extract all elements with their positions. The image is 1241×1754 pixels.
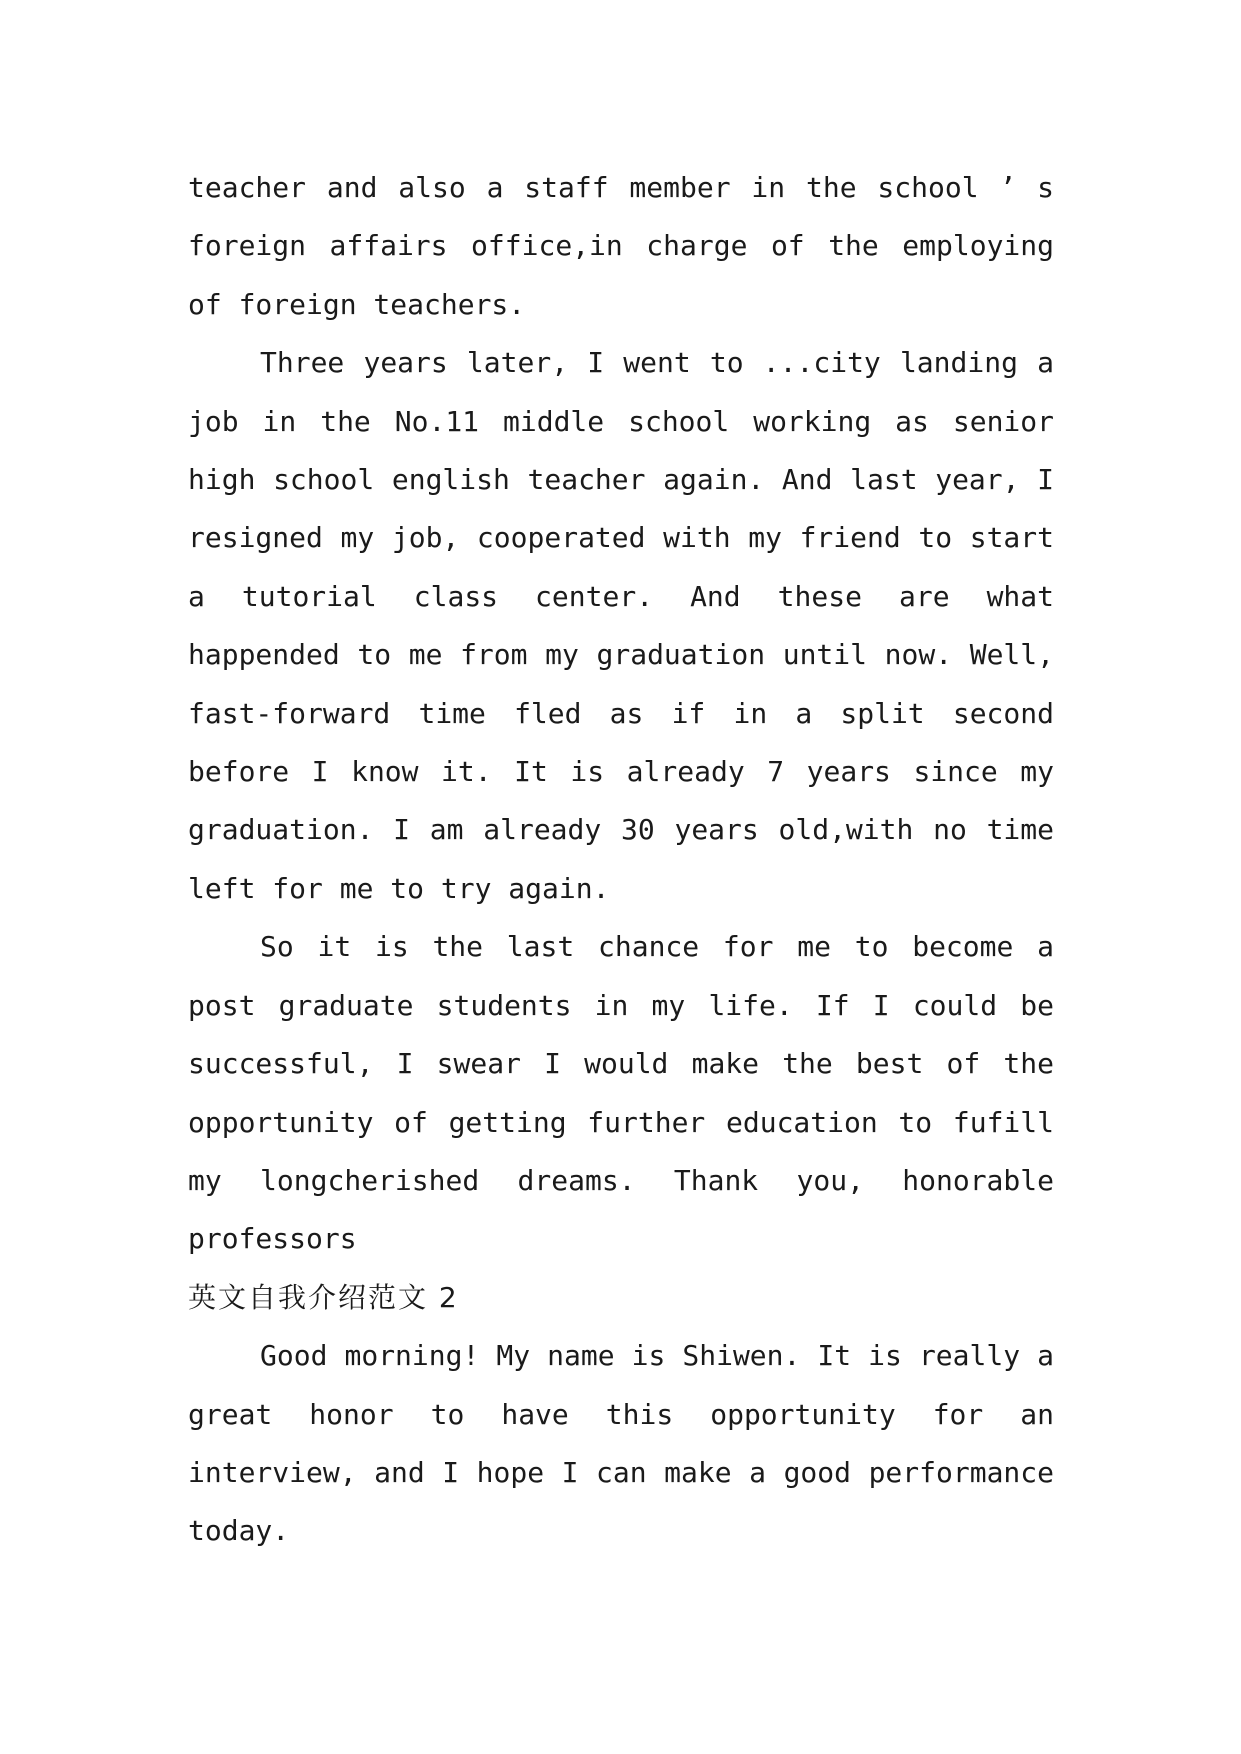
- paragraph-last-chance: So it is the last chance for me to become a post graduate students in my life. If I could be successful, I swear I would make the best of the opportunity of getting further education to fufill my longcherished dreams. Thank you, honorable professors: [188, 930, 1054, 1256]
- section-heading: 英文自我介绍范文 2: [188, 1280, 459, 1314]
- paragraph-greeting: Good morning! My name is Shiwen. It is really a great honor to have this opportunity for an interview, and I hope I can make a good performance today.: [188, 1339, 1054, 1548]
- paragraph-career-history: Three years later, I went to ...city landing a job in the No.11 middle school working as senior high school english teacher again. And last year, I resigned my job, cooperated with my friend to start a tutorial class center. And these are what happended to me from my graduation until now. Well, fast-forward time fled as if in a split second before I know it. It is already 7 years since my graduation. I am already 30 years old,with no time left for me to try again.: [188, 346, 1054, 905]
- paragraph-foreign-affairs: teacher and also a staff member in the school ’ s foreign affairs office,in charge of the employing of foreign teachers.: [188, 171, 1054, 321]
- document-body: [188, 159, 1054, 1561]
